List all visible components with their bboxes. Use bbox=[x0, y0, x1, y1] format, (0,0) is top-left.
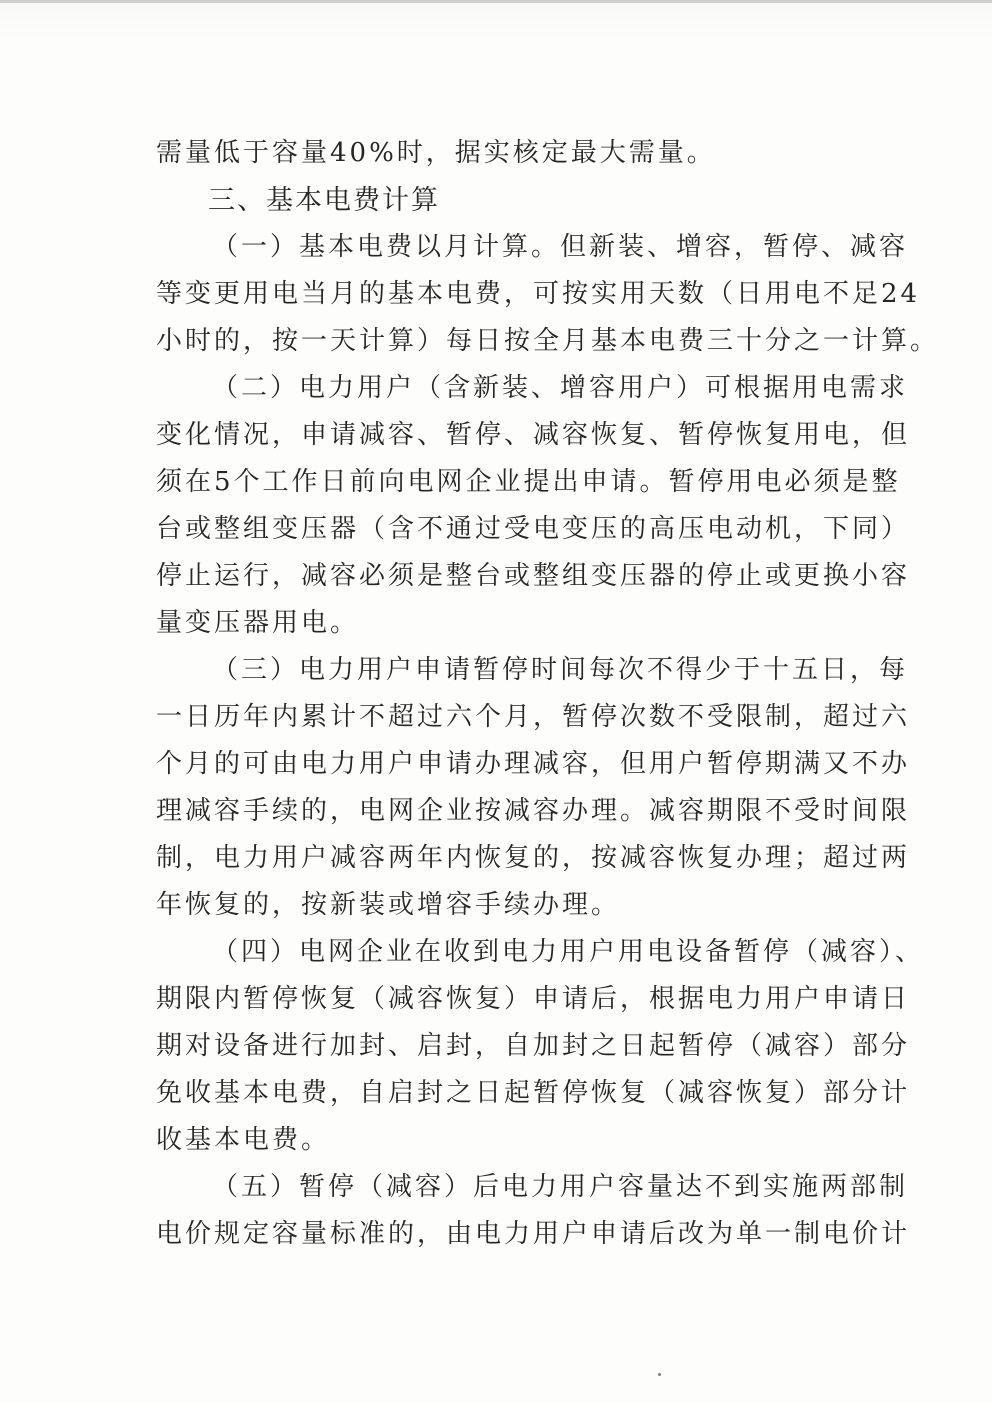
document-body bbox=[156, 130, 940, 1258]
paragraph-2-line: 停止运行，减容必须是整台或整组变压器的停止或更换小容 bbox=[156, 561, 911, 591]
paragraph-2-line: （二）电力用户（含新装、增容用户）可根据用电需求 bbox=[212, 373, 909, 403]
paragraph-3-line: 年恢复的，按新装或增容手续办理。 bbox=[156, 890, 621, 920]
paragraph-2-line: 须在5个工作日前向电网企业提出申请。暂停用电必须是整 bbox=[156, 467, 901, 497]
paragraph-4-line: 免收基本电费，自启封之日起暂停恢复（减容恢复）部分计 bbox=[156, 1078, 911, 1108]
paragraph-3-line: （三）电力用户申请暂停时间每次不得少于十五日，每 bbox=[212, 655, 909, 685]
paragraph-1-line: （一）基本电费以月计算。但新装、增容，暂停、减容 bbox=[212, 232, 909, 262]
paragraph-5-line: （五）暂停（减容）后电力用户容量达不到实施两部制 bbox=[212, 1172, 909, 1202]
paragraph-4-line: 收基本电费。 bbox=[156, 1125, 331, 1155]
paragraph-3-line: 个月的可由电力用户申请办理减容，但用户暂停期满又不办 bbox=[156, 749, 911, 779]
paragraph-4-line: 期对设备进行加封、启封，自加封之日起暂停（减容）部分 bbox=[156, 1031, 911, 1061]
paragraph-4-line: 期限内暂停恢复（减容恢复）申请后，根据电力用户申请日 bbox=[156, 984, 911, 1014]
paragraph-3-line: 制，电力用户减容两年内恢复的，按减容恢复办理；超过两 bbox=[156, 843, 911, 873]
paragraph-5-line: 电价规定容量标准的，由电力用户申请后改为单一制电价计 bbox=[156, 1219, 911, 1249]
paragraph-3-line: 理减容手续的，电网企业按减容办理。减容期限不受时间限 bbox=[156, 796, 911, 826]
scan-speck bbox=[658, 1373, 661, 1376]
paragraph-4-line: （四）电网企业在收到电力用户用电设备暂停（减容）、 bbox=[212, 937, 925, 967]
section-heading: 三、基本电费计算 bbox=[208, 185, 440, 216]
scan-edge bbox=[0, 0, 992, 3]
body-line: 需量低于容量40%时，据实核定最大需量。 bbox=[156, 138, 716, 168]
paragraph-1-line: 等变更用电当月的基本电费，可按实用天数（日用电不足24 bbox=[156, 279, 921, 309]
paragraph-3-line: 一日历年内累计不超过六个月，暂停次数不受限制，超过六 bbox=[156, 702, 911, 732]
paragraph-2-line: 台或整组变压器（含不通过受电变压的高压电动机，下同） bbox=[156, 514, 911, 544]
paragraph-2-line: 量变压器用电。 bbox=[156, 608, 360, 638]
paragraph-1-line: 小时的，按一天计算）每日按全月基本电费三十分之一计算。 bbox=[156, 326, 940, 356]
paragraph-2-line: 变化情况，申请减容、暂停、减容恢复、暂停恢复用电，但 bbox=[156, 420, 911, 450]
